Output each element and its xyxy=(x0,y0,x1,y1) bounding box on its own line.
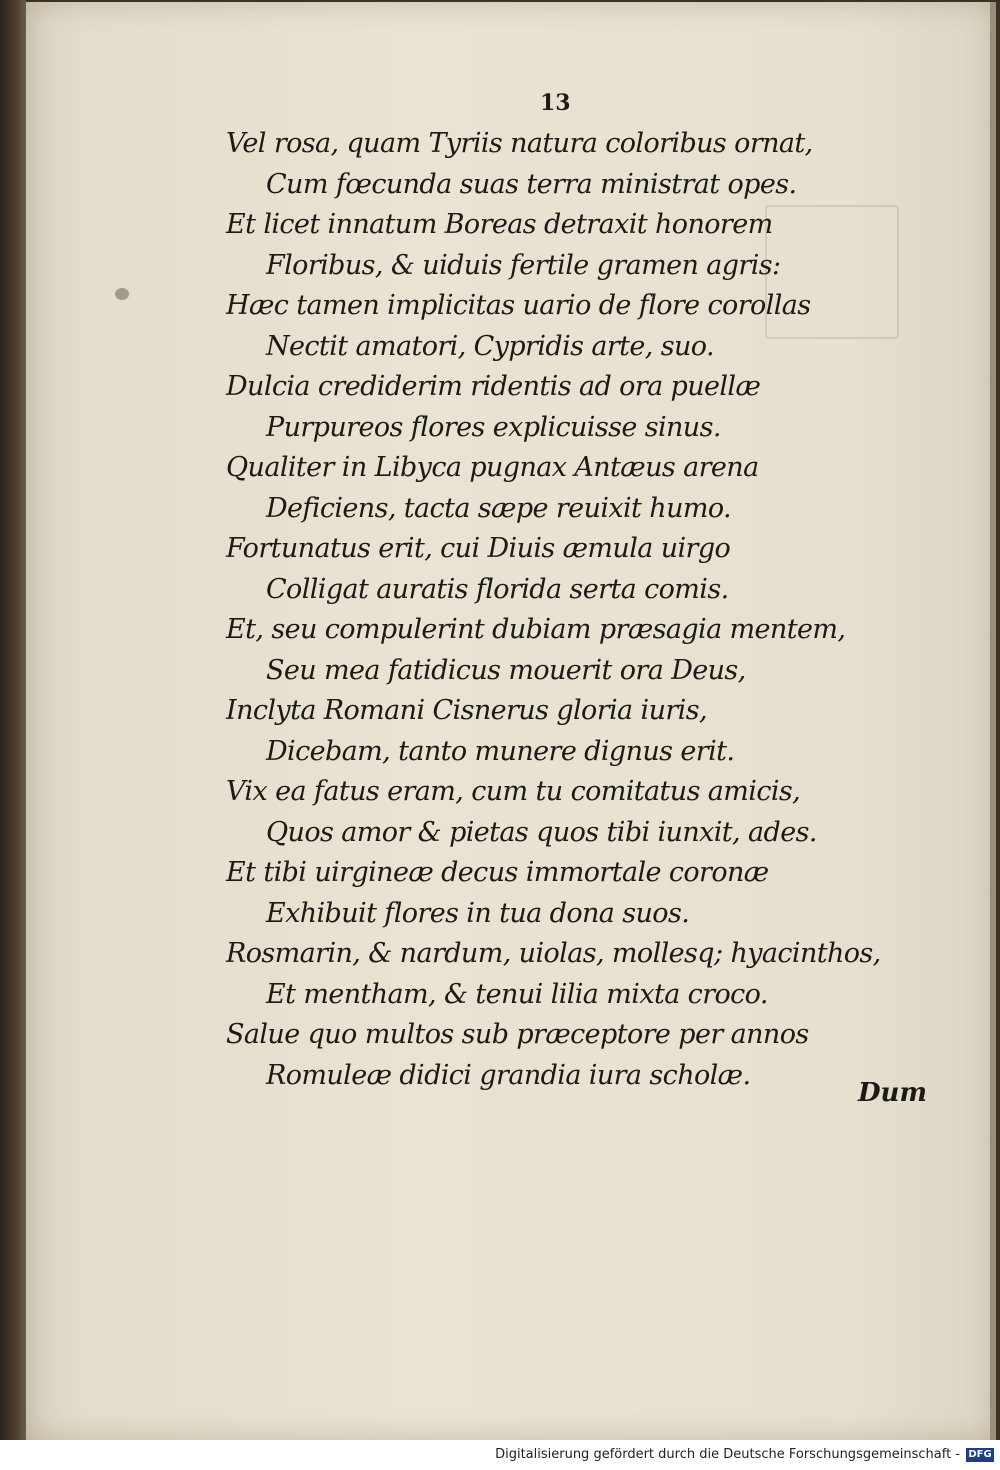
verse-line: Et tibi uirgineæ decus immortale coronæ xyxy=(226,857,769,888)
verse-line: Qualiter in Libyca pugnax Antæus arena xyxy=(226,452,759,483)
verse-line: Inclyta Romani Cisnerus gloria iuris, xyxy=(226,695,707,726)
verse-line: Rosmarin, & nardum, uiolas, mollesq; hyacinthos, xyxy=(226,938,881,969)
verse-line: Dulcia crediderim ridentis ad ora puellæ xyxy=(226,371,761,402)
verse-line: Et mentham, & tenui lilia mixta croco. xyxy=(266,978,768,1010)
verse-line: Seu mea fatidicus mouerit ora Deus, xyxy=(266,654,746,686)
dfg-logo-icon: DFG xyxy=(966,1448,994,1462)
funding-notice: Digitalisierung gefördert durch die Deutsche Forschungsgemeinschaft - xyxy=(495,1447,960,1462)
verse-line: Cum fœcunda suas terra ministrat opes. xyxy=(266,168,797,200)
catchword: Dum xyxy=(858,1078,927,1108)
verse-line: Et, seu compulerint dubiam præsagia mentem, xyxy=(226,614,846,645)
verse-line: Romuleæ didici grandia iura scholæ. xyxy=(266,1059,751,1091)
verse-line: Colligat auratis florida serta comis. xyxy=(266,573,729,605)
verse-line: Vel rosa, quam Tyriis natura coloribus ornat, xyxy=(226,128,813,159)
verse-line: Quos amor & pietas quos tibi iunxit, ades. xyxy=(266,816,817,848)
verse-line: Nectit amatori, Cypridis arte, suo. xyxy=(266,330,714,362)
verse-line: Et licet innatum Boreas detraxit honorem xyxy=(226,209,773,240)
verse-line: Purpureos flores explicuisse sinus. xyxy=(266,411,721,443)
verse-line: Floribus, & uiduis fertile gramen agris: xyxy=(266,249,781,281)
verse-line: Fortunatus erit, cui Diuis æmula uirgo xyxy=(226,533,731,564)
verse-line: Vix ea fatus eram, cum tu comitatus amicis, xyxy=(226,776,801,807)
verse-line: Dicebam, tanto munere dignus erit. xyxy=(266,735,735,767)
verse-line: Deficiens, tacta sæpe reuixit humo. xyxy=(266,492,732,524)
verse-line: Salue quo multos sub præceptore per annos xyxy=(226,1019,809,1050)
verse-block xyxy=(0,124,1000,1096)
digitization-footer xyxy=(0,1440,1000,1470)
page-number: 13 xyxy=(540,90,571,116)
verse-line: Exhibuit flores in tua dona suos. xyxy=(266,897,690,929)
verse-line: Hæc tamen implicitas uario de flore corollas xyxy=(226,290,811,321)
